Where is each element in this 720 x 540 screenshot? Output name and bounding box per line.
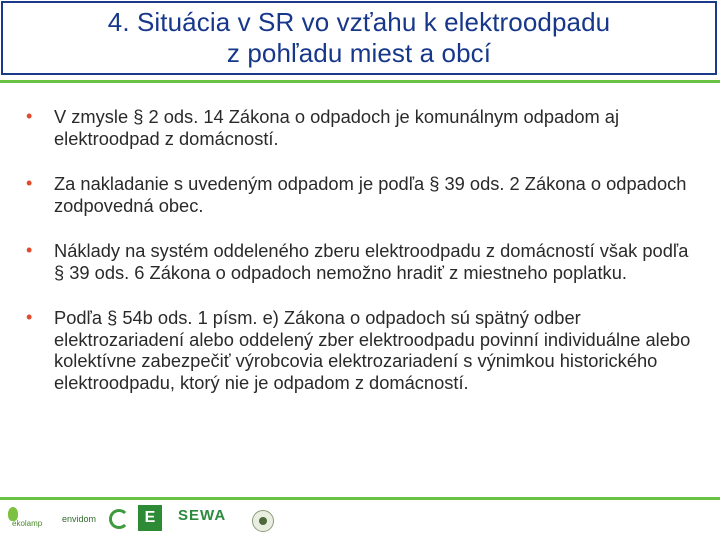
ekolamp-logo: [8, 507, 56, 537]
sewa-logo-text: SEWA: [178, 507, 227, 524]
envidom-logo: [62, 509, 132, 537]
bullet-icon: •: [26, 173, 33, 193]
ekolamp-logo-text: ekolamp: [12, 519, 43, 528]
bullet-text: Za nakladanie s uvedeným odpadom je podľa § 39 ods. 2 Zákona o odpadoch zodpovedná obec.: [54, 173, 687, 216]
footer-divider: [0, 497, 720, 500]
e-logo-icon: E: [138, 505, 162, 531]
bullet-item: [24, 106, 700, 149]
slide-title-line-1: 4. Situácia v SR vo vzťahu k elektroodpadu: [107, 7, 611, 37]
bullet-text: Podľa § 54b ods. 1 písm. e) Zákona o odpadoch sú spätný odber elektrozariadení alebo oddelený zber elektroodpadu povinní individuálne alebo kolektívne zabezpečiť výrobcovia elektrozariadení s výnimkou historického elektroodpadu, ktorý nie je odpadom z domácností.: [54, 307, 691, 393]
bullet-item: [24, 240, 700, 283]
slide-title-line-2: z pohľadu miest a obcí: [226, 38, 492, 68]
bullet-icon: •: [26, 106, 33, 126]
bullet-icon: •: [26, 240, 33, 260]
bullet-item: [24, 173, 700, 216]
bullet-text: V zmysle § 2 ods. 14 Zákona o odpadoch je komunálnym odpadom aj elektroodpad z domácností.: [54, 106, 620, 149]
bullet-icon: •: [26, 307, 33, 327]
bullet-list: [24, 106, 700, 393]
elektro-recycling-logo: [138, 505, 164, 539]
partner-logos: [0, 503, 720, 540]
title-box: [1, 1, 717, 75]
recycle-icon: [109, 509, 129, 529]
bullet-text: Náklady na systém oddeleného zberu elektroodpadu z domácností však podľa § 39 ods. 6 Zákona o odpadoch nemožno hradiť z miestneho poplatku.: [54, 240, 689, 283]
seal-icon: [252, 510, 274, 532]
envidom-logo-text: envidom: [62, 514, 97, 524]
bullet-item: [24, 307, 700, 393]
sewa-logo: [178, 507, 238, 537]
title-divider: [0, 80, 720, 83]
